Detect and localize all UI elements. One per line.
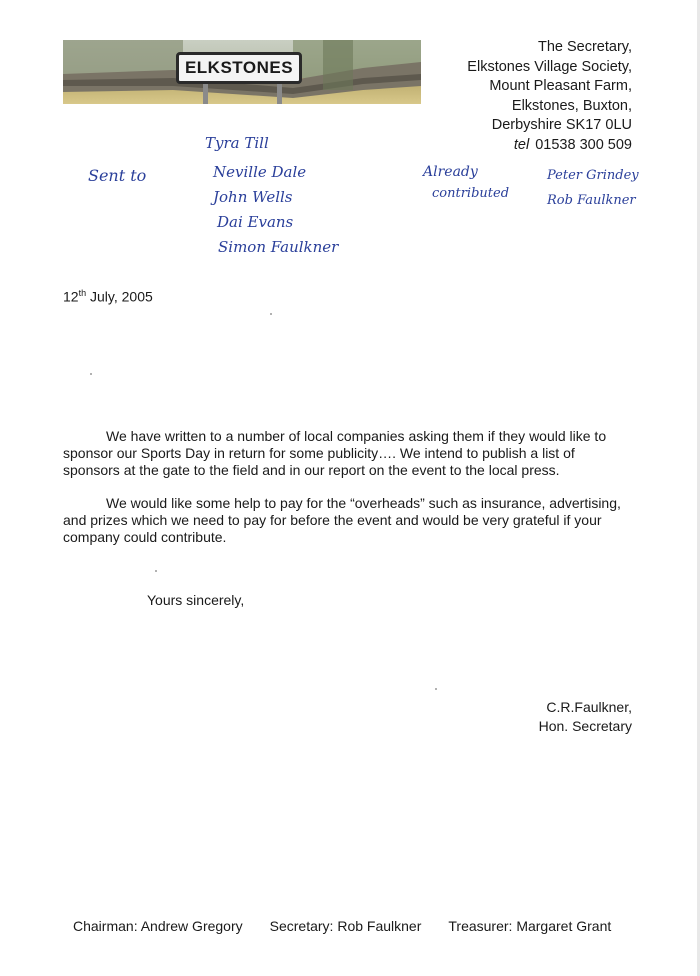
handwritten-contributed: contributed bbox=[432, 186, 510, 201]
footer-chairman: Chairman: Andrew Gregory bbox=[73, 918, 243, 934]
date-month-year: July, 2005 bbox=[86, 288, 153, 305]
handwritten-recipient: John Wells bbox=[213, 188, 293, 206]
handwritten-sent-to: Sent to bbox=[88, 166, 147, 185]
handwritten-recipient: Neville Dale bbox=[213, 163, 307, 181]
handwritten-recipient: Simon Faulkner bbox=[218, 238, 339, 256]
sender-address bbox=[467, 38, 632, 155]
header-banner-photo bbox=[63, 40, 421, 104]
village-sign: ELKSTONES bbox=[176, 52, 302, 84]
letter-body bbox=[63, 428, 623, 562]
tel-number: 01538 300 509 bbox=[535, 136, 632, 153]
handwritten-contributor: Peter Grindey bbox=[547, 168, 639, 183]
address-line: Mount Pleasant Farm, bbox=[489, 78, 632, 94]
address-line: The Secretary, bbox=[537, 39, 632, 55]
address-line: Elkstones Village Society, bbox=[467, 58, 632, 75]
letter-date bbox=[63, 288, 153, 305]
speck bbox=[270, 313, 272, 315]
footer-secretary: Secretary: Rob Faulkner bbox=[269, 918, 422, 934]
date-suffix: th bbox=[78, 288, 87, 298]
address-line: Elkstones, Buxton, bbox=[511, 97, 632, 114]
handwritten-contributor: Rob Faulkner bbox=[547, 193, 636, 208]
handwritten-recipient: Dai Evans bbox=[217, 213, 294, 231]
speck bbox=[90, 373, 92, 375]
footer-treasurer: Treasurer: Margaret Grant bbox=[448, 918, 612, 934]
signoff-name: C.R.Faulkner, bbox=[546, 699, 632, 715]
telephone-line bbox=[467, 136, 632, 156]
handwritten-recipient: Tyra Till bbox=[205, 134, 269, 152]
body-paragraph: We would like some help to pay for the “overheads” such as insurance, advertising, and prizes which we need to pay for before the event and would be very grateful if your company could contribute. bbox=[63, 495, 621, 545]
signoff-title: Hon. Secretary bbox=[538, 718, 632, 734]
speck bbox=[435, 688, 437, 690]
tel-label: tel bbox=[513, 136, 530, 153]
handwritten-already: Already bbox=[423, 164, 478, 180]
signature-block bbox=[539, 698, 632, 736]
date-day: 12 bbox=[63, 288, 79, 305]
officers-footer bbox=[73, 918, 633, 934]
address-line: Derbyshire SK17 0LU bbox=[491, 117, 632, 133]
speck bbox=[155, 570, 157, 572]
body-paragraph: We have written to a number of local companies asking them if they would like to sponsor our Sports Day in return for some publicity…. We intend to publish a list of sponsors at the gate to the field and in our report on the event to the local press. bbox=[63, 428, 607, 478]
letter-closing: Yours sincerely, bbox=[147, 592, 245, 608]
